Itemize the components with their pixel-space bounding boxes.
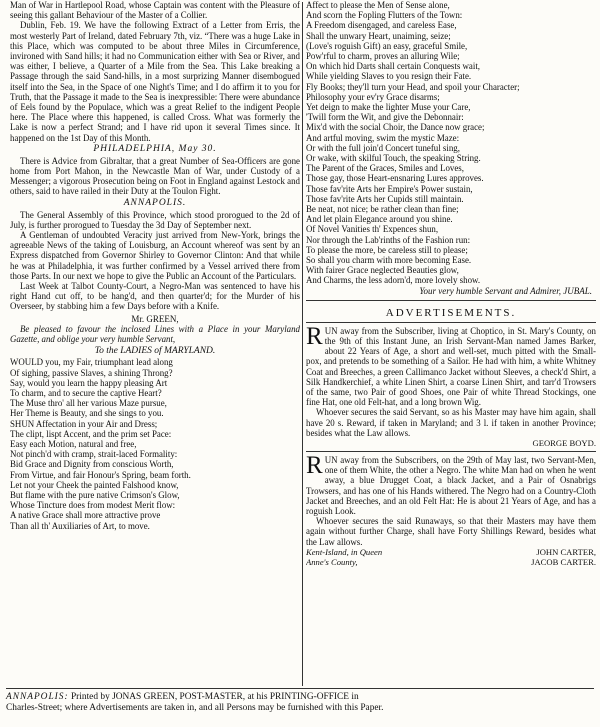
poem-line: Philosophy your ev'ry Grace disarms;	[306, 91, 440, 102]
drop-cap: R	[306, 322, 323, 350]
ad-carter-signer-jacob: JACOB CARTER.	[531, 556, 596, 567]
poem-right	[306, 0, 596, 286]
ad-carter-county: Anne's County,	[306, 556, 358, 567]
poem-signature: Your very humble Servant and Admirer, JUBAL.	[419, 285, 592, 296]
advertisement-boyd	[306, 322, 596, 448]
poem-line: Nor through the Lab'rinths of the Fashion run:	[306, 234, 471, 245]
poem-line: WOULD you, my Fair, triumphant lead along	[10, 357, 173, 368]
poem-line: Fly Books; they'll turn your Head, and spoil your Character;	[306, 81, 520, 92]
poem-line: And artful moving, swim the mystic Maze:	[306, 132, 460, 143]
drop-cap: R	[306, 451, 323, 479]
poem-line: From Virtue, and fair Honour's Spring, beam forth.	[10, 469, 191, 480]
philadelphia-heading: PHILADELPHIA, May 30.	[93, 143, 217, 154]
poem-line: Bid Grace and Dignity from conscious Worth,	[10, 459, 174, 470]
poem-line: Say, would you learn the happy pleasing Art	[10, 377, 168, 388]
poem-line: Yet deign to make the lighter Muse your Care,	[306, 102, 471, 113]
poem-line: Let not your Cheek the painted Falshood know,	[10, 479, 179, 490]
poem-line: To charm, and to secure the captive Heart?	[10, 387, 162, 398]
poem-line: While yielding Slaves to you resign their Fate.	[306, 71, 472, 82]
right-column	[306, 0, 596, 567]
ad-carter-place: Kent-Island, in Queen	[306, 546, 383, 557]
poem-line: The Parent of the Graces, Smiles and Loves,	[306, 163, 464, 174]
ad-boyd-signature: GEORGE BOYD.	[532, 437, 596, 448]
poem-line: 'Twill form the Wit, and give the Debonnair:	[306, 112, 464, 123]
hartlepool-paragraph: Man of War in Hartlepool Road, whose Captain was content with the Pleasure of seeing this gallant Behaviour of the Master of a Collier.	[10, 0, 300, 21]
poem-line: The clipt, lispt Accent, and the prim set Pace:	[10, 428, 172, 439]
poem-left	[10, 357, 300, 530]
letter-address: Mr. GREEN,	[131, 313, 179, 324]
column-divider	[302, 2, 303, 686]
poem-line: Shall the unwary Heart, unaiming, seize;	[306, 30, 451, 41]
philadelphia-paragraph: There is Advice from Gibraltar, that a great Number of Sea-Officers are gone home from Port Mahon, in the Newcastle Man of War, under Custody of a Messenger; a vigorous Prosecution being on Foot in England against Lestock and others, said to have railed in their Duty at the Toulon Fight.	[10, 155, 300, 197]
poem-line: Mix'd with the social Choir, the Dance now grace;	[306, 122, 485, 133]
poem-line: A native Grace shall more attractive prove	[10, 510, 161, 521]
poem-line: The Muse thro' all her various Maze pursue,	[10, 398, 167, 409]
poem-line: Be neat, not nice; be rather clean than fine;	[306, 204, 459, 215]
ad-carter-text: UN away from the Subscribers, on the 29th of May last, two Servant-Men, one of them White, the other a Negro. The white Man had on when he went away, a blue Drugget Coat, a black Jacket, and a Pair of Osnabrigs Trowsers, and has one of his Hands withered. The Negro had on a Country-Cloth Jacket and Breeches, and an old Felt Hat: He is about 21 Years of Age, and has a roguish Look.	[306, 454, 596, 516]
advertisement-carter	[306, 451, 596, 567]
poem-line: Of Novel Vanities th' Expences shun,	[306, 224, 439, 235]
poem-line: Affect to please the Men of Sense alone,	[306, 0, 450, 10]
poem-line: To please the more, be careless still to please;	[306, 244, 468, 255]
poem-line: Whose Tincture does from modest Merit flow:	[10, 500, 176, 511]
poem-line: Easy each Motion, natural and free,	[10, 438, 137, 449]
poem-line: And let plain Elegance around you shine.	[306, 214, 453, 225]
imprint-footer	[6, 688, 594, 714]
poem-line: So shall you charm with more becoming Ease.	[306, 255, 472, 266]
letter-request: Be pleased to favour the inclosed Lines with a Place in your Maryland Gazette, and oblige your very humble Servant,	[10, 323, 300, 345]
annapolis-heading: ANNAPOLIS.	[123, 197, 187, 208]
ad-carter-signature-line	[306, 557, 596, 567]
poem-line: Those fav'rite Arts her Empire's Power sustain,	[306, 183, 473, 194]
poem-line: Of sighing, passive Slaves, a shining Throng?	[10, 367, 173, 378]
ad-boyd-reward: Whoever secures the said Servant, so as his Master may have him again, shall have 20 s. Reward, if taken in Maryland; and 3 l. if taken in another Province; besides what the Law allows.	[306, 407, 596, 438]
poem-line: Or wake, with skilful Touch, the speaking String.	[306, 153, 481, 164]
imprint-place: ANNAPOLIS:	[6, 692, 69, 702]
poem-line: With fairer Grace neglected Beauties glow,	[306, 265, 459, 276]
poem-line: Her Theme is Beauty, and she sings to you.	[10, 408, 164, 419]
poem-line: But flame with the pure native Crimson's Glow,	[10, 489, 180, 500]
talbot-court-paragraph: Last Week at Talbot County-Court, a Negro-Man was sentenced to have his right Hand cut off, to be hang'd, and then quarter'd; for the Murder of his Overseer, by stabbing him a few Days before with a Knife.	[10, 281, 300, 312]
section-rule	[306, 322, 596, 323]
poem-line: On which hid Darts shall certain Conquests wait,	[306, 61, 481, 72]
ad-carter-signer-john: JOHN CARTER,	[536, 546, 596, 557]
imprint-text-2: Charles-Street; where Advertisements are taken in, and all Persons may be furnished with this Paper.	[6, 703, 384, 713]
poem-line: Than all th' Auxiliaries of Art, to move.	[10, 520, 150, 531]
poem-line: Pow'rful to charm, proves an alluring Wile;	[306, 51, 460, 62]
poem-line: Those gay, those Heart-ensnaring Lures approves.	[306, 173, 484, 184]
poem-line: SHUN Affectation in your Air and Dress;	[10, 418, 158, 429]
poem-line: Not pinch'd with cramp, strait-laced Formality:	[10, 449, 178, 460]
louisburg-paragraph: A Gentleman of undoubted Veracity just arrived from New-York, brings the agreeable News of the taking of Louisburg, an Account whereof was sent by an Express dispatched from Governor Shirley to Governor Clinton: And that while he was at Philadelphia, it was further confirmed by a Vessel arrived there from those Parts. In our next we hope to give the Public an Account of the Particulars.	[10, 230, 300, 281]
imprint-text-1: Printed by JONAS GREEN, POST-MASTER, at his PRINTING-OFFICE in	[70, 692, 359, 702]
left-column	[10, 0, 300, 531]
poem-line: Or with the full join'd Concert tuneful sing,	[306, 142, 460, 153]
ad-boyd-text: UN away from the Subscriber, living at Choptico, in St. Mary's County, on the 9th of this Instant June, an Irish Servant-Man named James Barker, about 22 Years of Age, a short and well-set, much pitted with the Small-pox, and pretends to be something of a Sailor. He had with him, a white Whitney Coat and Breeches, a green Callimanco Jacket without Sleeves, a check'd Shirt, a Silk Handkerchief, a white Linen Shirt, a coarse Linen Shirt, and tarr'd Trowsers of the same, two Pair of good Shoes, one Pair of white Thread Stockings, one fine Hat, one old Felt-hat, and a long brown Wig.	[306, 325, 596, 408]
poem-line: Those fav'rite Arts her Cupids still maintain.	[306, 193, 464, 204]
dublin-paragraph: Dublin, Feb. 19. We have the following Extract of a Letter from Erris, the most westerly Part of Ireland, dated February 7th, viz. “There was a huge Lake in this Place, which was computed to be about three Miles in Circumference, invironed with Sand hills; it had no Communication either with Sea or River, and was either, I believe, a Quarter of a Mile from the Sea. This Lake breaking a Passage through the said Sand-hills, in a most surprizing Manner disembogued itself into the Sea, in the Space of one Night's Time; and I do affirm it to you for Truth, that the Passage it made to the Sea is inexpressible: There were abundance of Eels found by the Populace, which was a great Relief to the indigent People here. The Place where this happened, is called Cross. What was formerly the Lake is now a perfect Strand; and I have rid upon it several Times since. It happened on the 1st Day of this Month.	[10, 20, 300, 143]
poem-title: To the LADIES of MARYLAND.	[94, 346, 216, 357]
poem-line: And Charms, the less adorn'd, more lovely show.	[306, 275, 481, 286]
section-rule	[306, 451, 596, 452]
assembly-paragraph: The General Assembly of this Province, which stood prorogued to the 2d of July, is further prorogued to Tuesday the 3d Day of September next.	[10, 209, 300, 230]
poem-line: (Love's roguish Gift) an easy, graceful Smile,	[306, 40, 468, 51]
poem-line: And scorn the Fopling Flutters of the Town:	[306, 10, 463, 21]
advertisements-heading: ADVERTISEMENTS.	[385, 306, 517, 319]
ad-carter-reward: Whoever secures the said Runaways, so that their Masters may have them again without further Charge, shall have Forty Shillings Reward, besides what the Law allows.	[306, 516, 596, 547]
poem-line: A Freedom disengaged, and careless Ease,	[306, 20, 457, 31]
section-rule	[306, 300, 596, 301]
ad-carter-signature-line	[306, 547, 596, 557]
